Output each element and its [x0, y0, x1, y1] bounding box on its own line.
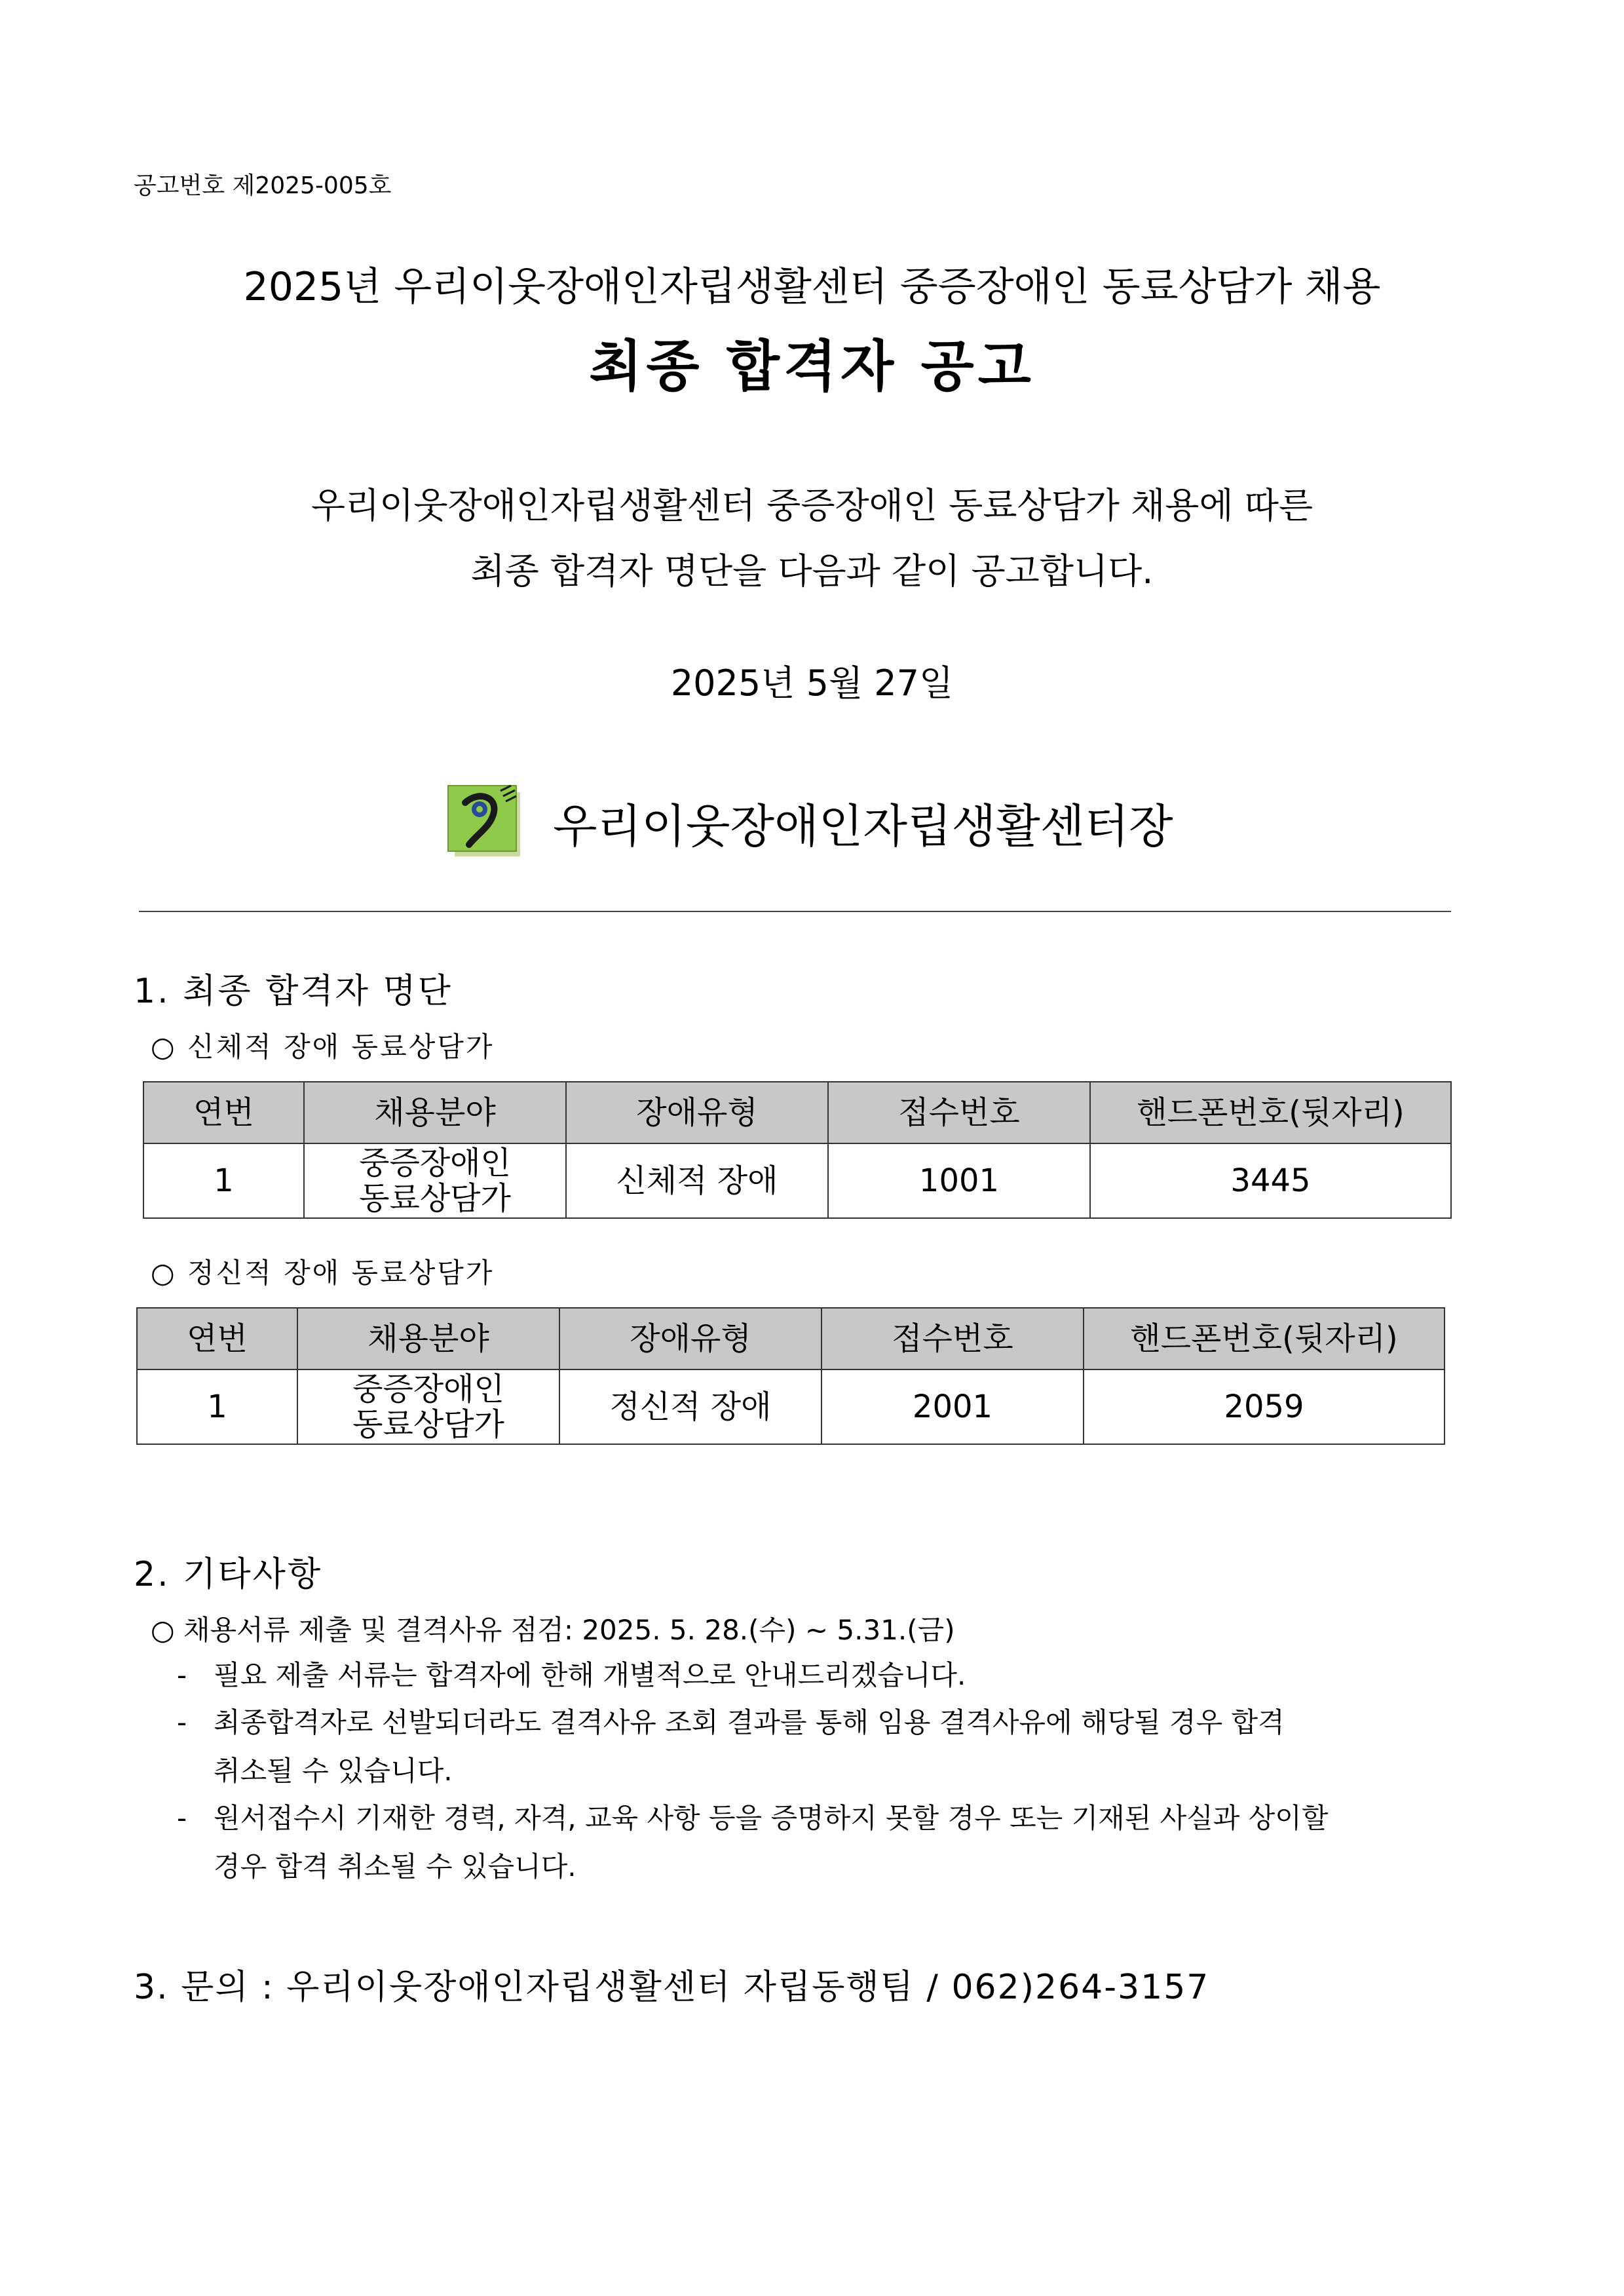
column-header: 채용분야	[297, 1308, 559, 1369]
field-line: 중증장애인	[359, 1145, 511, 1181]
section-1-heading: 1. 최종 합격자 명단	[134, 972, 453, 1011]
organization-logo-icon	[445, 783, 524, 862]
group-mental-heading: ○ 정신적 장애 동료상담가	[151, 1257, 495, 1289]
cell-type: 신체적 장애	[566, 1143, 828, 1218]
note-text-line: 최종합격자로 선발되더라도 결격사유 조회 결과를 통해 임용 결격사유에 해당될 경우 합격	[214, 1706, 1285, 1738]
note-text-line: 경우 합격 취소될 수 있습니다.	[214, 1850, 576, 1883]
intro-text	[0, 473, 1624, 604]
cell-type: 정신적 장애	[559, 1369, 821, 1444]
note-text-line: 취소될 수 있습니다.	[214, 1755, 453, 1787]
document-check-bullet: ○ 채용서류 제출 및 결격사유 점검: 2025. 5. 28.(수) ~ 5.31.(금)	[151, 1614, 955, 1646]
column-header: 채용분야	[304, 1082, 566, 1143]
organization-name: 우리이웃장애인자립생활센터장	[553, 799, 1173, 853]
notes-list	[0, 1651, 1624, 1900]
column-header: 접수번호	[821, 1308, 1084, 1369]
dash-marker: -	[177, 1659, 187, 1691]
cell-no: 1	[143, 1143, 304, 1218]
note-text: 필요 제출 서류는 합격자에 한해 개별적으로 안내드리겠습니다.	[214, 1659, 966, 1691]
cell-field	[304, 1143, 566, 1218]
intro-line-1: 우리이웃장애인자립생활센터 중증장애인 동료상담가 채용에 따른	[311, 485, 1313, 526]
column-header: 접수번호	[828, 1082, 1090, 1143]
column-header: 핸드폰번호(뒷자리)	[1090, 1082, 1451, 1143]
physical-result-table	[143, 1081, 1452, 1219]
table-header-row	[143, 1082, 1451, 1143]
field-line: 동료상담가	[359, 1180, 511, 1217]
column-header: 핸드폰번호(뒷자리)	[1084, 1308, 1445, 1369]
list-item	[177, 1651, 1461, 1700]
dash-marker: -	[177, 1706, 187, 1738]
notice-date: 2025년 5월 27일	[670, 662, 954, 704]
table-header-row	[137, 1308, 1445, 1369]
field-line: 중증장애인	[352, 1371, 504, 1407]
cell-phone: 3445	[1090, 1143, 1451, 1218]
list-item	[177, 1698, 1461, 1795]
document-title: 2025년 우리이웃장애인자립생활센터 중증장애인 동료상담가 채용	[243, 264, 1381, 310]
list-item	[177, 1794, 1461, 1891]
group-physical-heading: ○ 신체적 장애 동료상담가	[151, 1031, 495, 1063]
column-header: 연번	[137, 1308, 297, 1369]
cell-no: 1	[137, 1369, 297, 1444]
dash-marker: -	[177, 1802, 187, 1834]
cell-receipt: 1001	[828, 1143, 1090, 1218]
notice-number: 공고번호 제2025-005호	[134, 172, 392, 199]
column-header: 연번	[143, 1082, 304, 1143]
cell-phone: 2059	[1084, 1369, 1445, 1444]
field-line: 동료상담가	[352, 1406, 504, 1443]
signature-block	[445, 780, 1173, 865]
contact-info: 3. 문의 : 우리이웃장애인자립생활센터 자립동행팀 / 062)264-3157	[134, 1968, 1210, 2007]
divider	[139, 911, 1451, 912]
section-2-heading: 2. 기타사항	[134, 1555, 323, 1594]
cell-receipt: 2001	[821, 1369, 1084, 1444]
column-header: 장애유형	[566, 1082, 828, 1143]
intro-line-2: 최종 합격자 명단을 다음과 같이 공고합니다.	[470, 550, 1154, 592]
document-main-title: 최종 합격자 공고	[589, 334, 1035, 398]
cell-field	[297, 1369, 559, 1444]
note-text-line: 원서접수시 기재한 경력, 자격, 교육 사항 등을 증명하지 못할 경우 또는 기재된 사실과 상이할	[214, 1802, 1329, 1834]
mental-result-table	[136, 1307, 1445, 1445]
table-row	[137, 1369, 1445, 1444]
column-header: 장애유형	[559, 1308, 821, 1369]
table-row	[143, 1143, 1451, 1218]
